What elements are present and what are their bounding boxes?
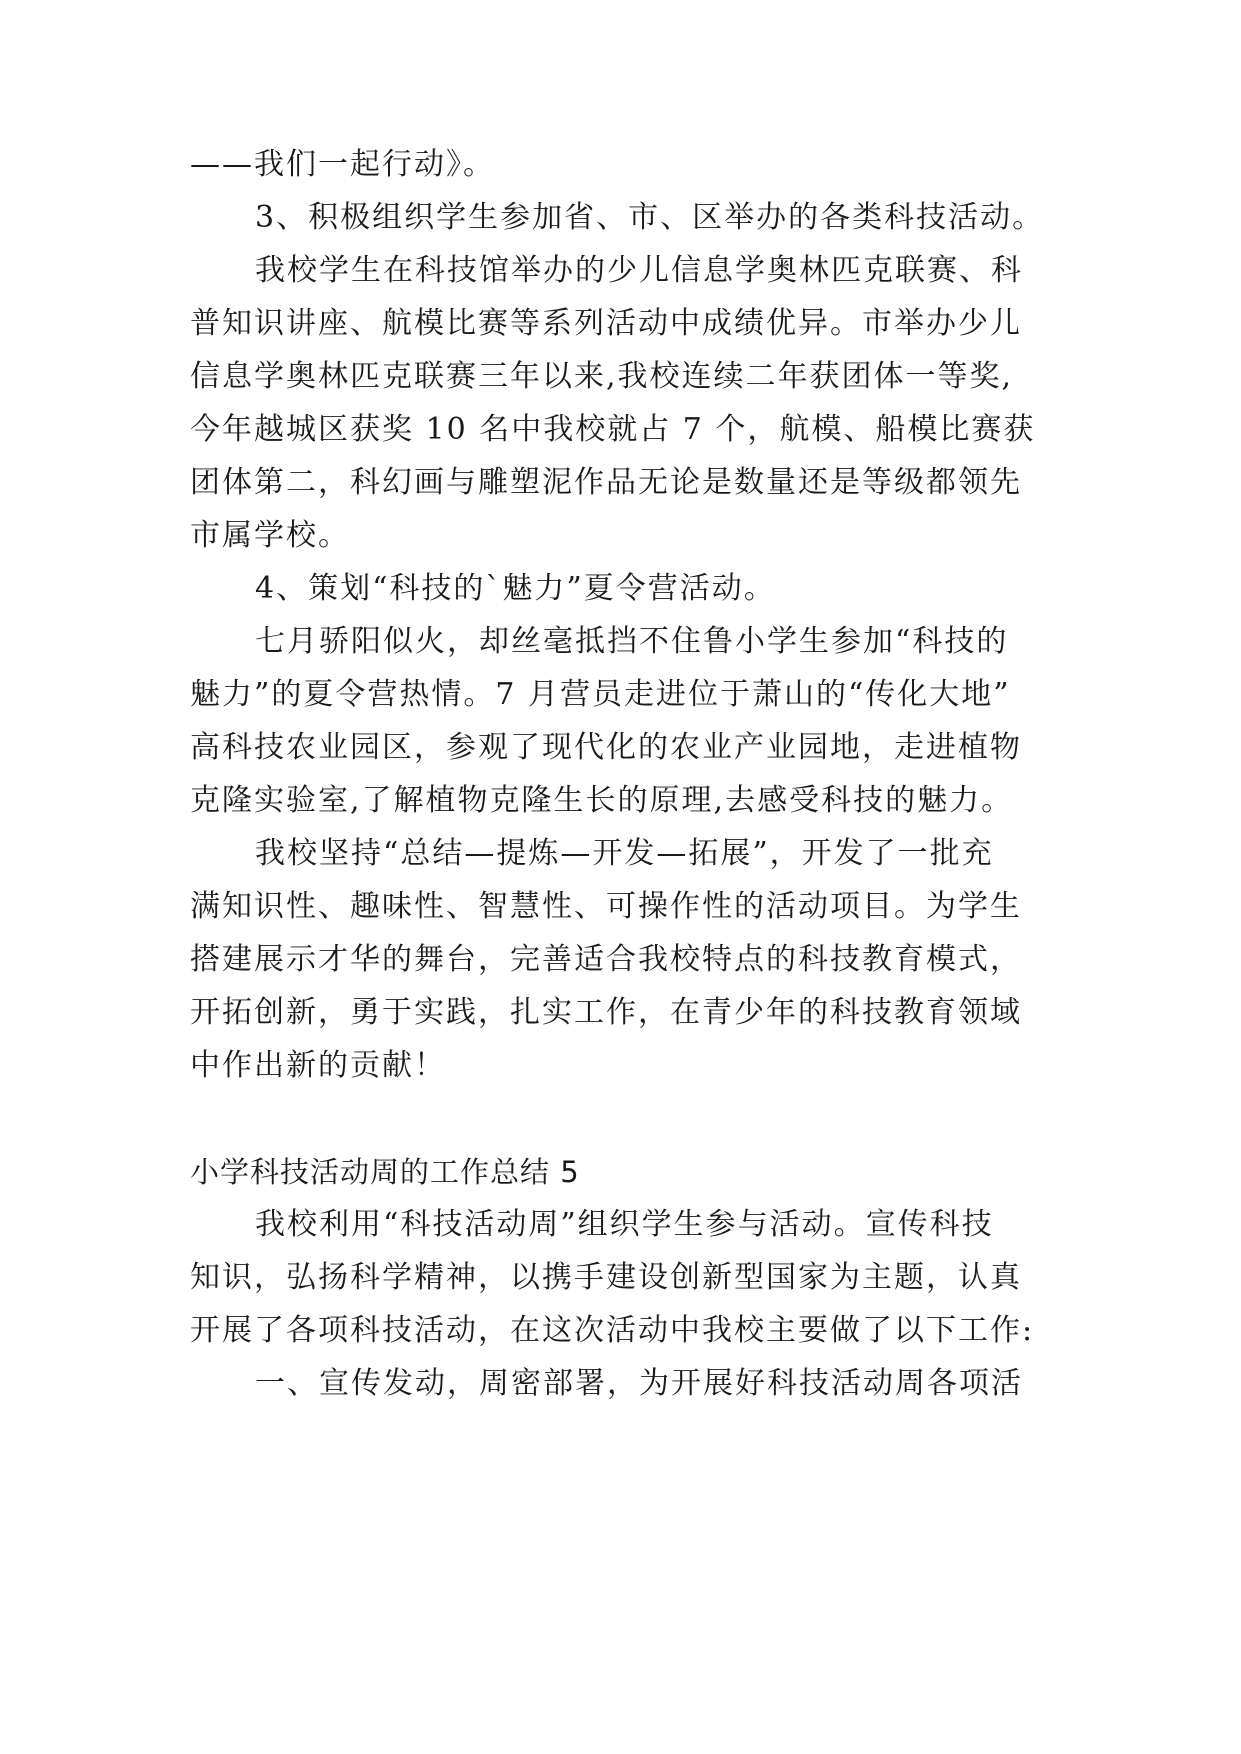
paragraph-line: 我校学生在科技馆举办的少儿信息学奥林匹克联赛、科 — [255, 253, 1023, 288]
paragraph-line: 克隆实验室,了解植物克隆生长的原理,去感受科技的魅力。 — [190, 783, 1014, 818]
text-line: ——我们一起行动》。 — [190, 147, 495, 182]
section-title: 小学科技活动周的工作总结 5 — [190, 1155, 580, 1189]
paragraph-line: 开展了各项科技活动，在这次活动中我校主要做了以下工作: — [190, 1313, 1035, 1348]
paragraph-line: 我校利用“科技活动周”组织学生参与活动。宣传科技 — [255, 1207, 994, 1242]
paragraph-line: 市属学校。 — [190, 518, 350, 553]
paragraph-line: 高科技农业园区，参观了现代化的农业产业园地，走进植物 — [190, 730, 1022, 765]
paragraph-line: 普知识讲座、航模比赛等系列活动中成绩优异。市举办少儿 — [190, 306, 1022, 341]
paragraph-line: 今年越城区获奖 10 名中我校就占 7 个，航模、船模比赛获 — [190, 412, 1036, 447]
paragraph-line: 信息学奥林匹克联赛三年以来,我校连续二年获团体一等奖, — [190, 359, 1014, 394]
list-item-heading: 3、积极组织学生参加省、市、区举办的各类科技活动。 — [255, 200, 1045, 235]
paragraph-line: 中作出新的贡献！ — [190, 1048, 446, 1083]
paragraph-line: 搭建展示才华的舞台，完善适合我校特点的科技教育模式， — [190, 942, 1022, 977]
list-item-heading: 一、宣传发动，周密部署，为开展好科技活动周各项活 — [255, 1366, 1023, 1401]
paragraph-line: 魅力”的夏令营热情。7 月营员走进位于萧山的“传化大地” — [190, 677, 1011, 712]
paragraph-line: 知识，弘扬科学精神，以携手建设创新型国家为主题，认真 — [190, 1260, 1022, 1295]
list-item-heading: 4、策划“科技的`魅力”夏令营活动。 — [255, 571, 776, 606]
paragraph-line: 我校坚持“总结—提炼—开发—拓展”，开发了一批充 — [255, 836, 994, 871]
paragraph-line: 七月骄阳似火，却丝毫抵挡不住鲁小学生参加“科技的 — [255, 624, 1009, 659]
paragraph-line: 开拓创新，勇于实践，扎实工作，在青少年的科技教育领域 — [190, 995, 1022, 1030]
paragraph-line: 满知识性、趣味性、智慧性、可操作性的活动项目。为学生 — [190, 889, 1022, 924]
paragraph-line: 团体第二，科幻画与雕塑泥作品无论是数量还是等级都领先 — [190, 465, 1022, 500]
